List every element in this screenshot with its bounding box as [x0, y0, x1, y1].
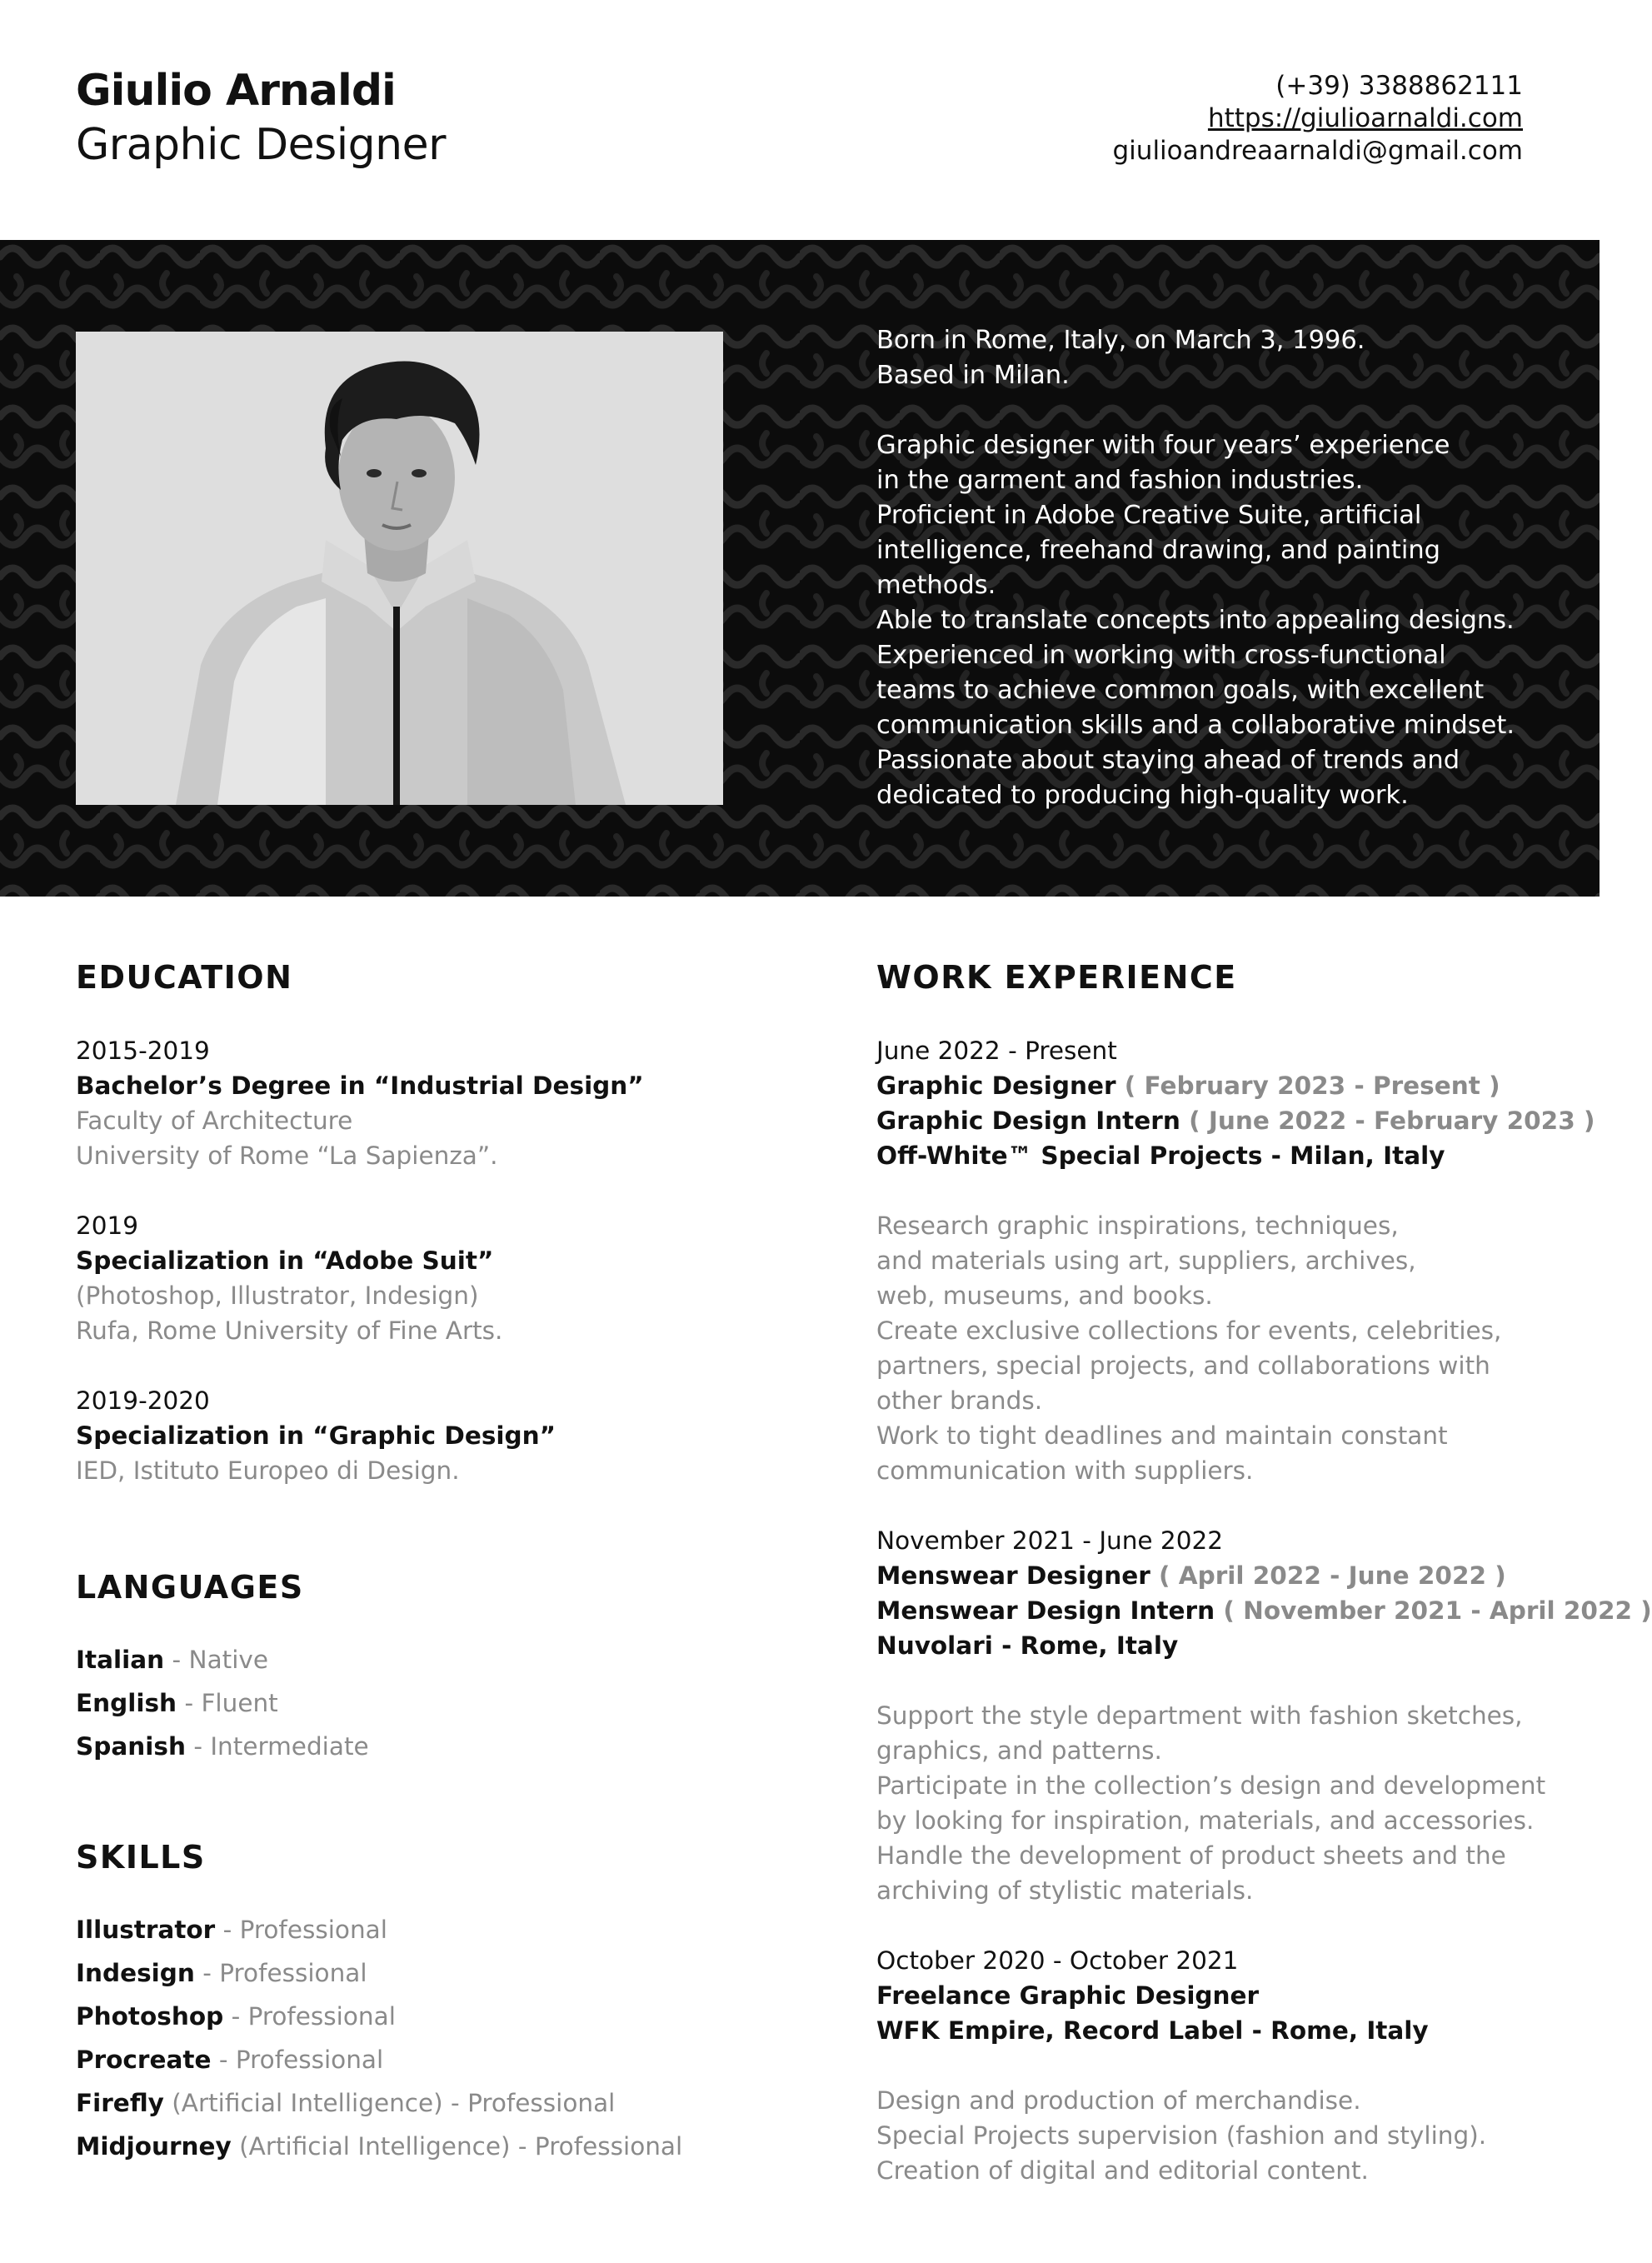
skill-level: - Professional [194, 1959, 367, 1987]
role-title: Freelance Graphic Designer [876, 1981, 1260, 2010]
skill-item [76, 2081, 826, 2125]
work-heading: WORK EXPERIENCE [876, 959, 1237, 996]
portrait-illustration [76, 332, 723, 805]
bio-line: in the garment and fashion industries. [876, 466, 1364, 495]
bio-line: Born in Rome, Italy, on March 3, 1996. [876, 326, 1365, 355]
job-period: October 2020 - October 2021 [876, 1946, 1239, 1975]
language-level: - Fluent [177, 1689, 278, 1717]
language-name: English [76, 1689, 177, 1717]
resume-header [0, 0, 1600, 240]
skill-level: (Artificial Intelligence) - Professional [231, 2132, 683, 2161]
bio-line: Proficient in Adobe Creative Suite, artificial [876, 501, 1422, 530]
bio-line: Based in Milan. [876, 361, 1070, 390]
job-period: June 2022 - Present [876, 1037, 1117, 1065]
skill-item [76, 1908, 826, 1951]
skill-level: - Professional [211, 2046, 384, 2074]
skill-level: - Professional [223, 2002, 396, 2031]
language-item [76, 1725, 826, 1768]
job-description-line: Creation of digital and editorial content. [876, 2156, 1369, 2185]
education-item [76, 1033, 826, 1173]
job-role [876, 1103, 1595, 1138]
job-role [876, 1593, 1652, 1628]
education-heading: EDUCATION [76, 959, 293, 996]
job-description-line: communication with suppliers. [876, 1456, 1254, 1485]
portrait-photo [76, 332, 723, 805]
job-description-line: Create exclusive collections for events, celebrities, [876, 1316, 1502, 1345]
languages-list [76, 1638, 826, 1768]
job-description-line: by looking for inspiration, materials, and accessories. [876, 1806, 1535, 1835]
job-description-line: other brands. [876, 1386, 1043, 1415]
education-years: 2019-2020 [76, 1386, 210, 1415]
email-address[interactable]: giulioandreaarnaldi@gmail.com [1112, 136, 1523, 166]
job-company: WFK Empire, Record Label - Rome, Italy [876, 2016, 1429, 2045]
education-detail: Faculty of Architecture [76, 1107, 353, 1135]
bio-text [876, 323, 1535, 813]
education-degree: Specialization in “Adobe Suit” [76, 1246, 494, 1275]
job-role [876, 1558, 1560, 1593]
education-item [76, 1208, 826, 1348]
language-item [76, 1638, 826, 1681]
bio-line: Experienced in working with cross-functional [876, 641, 1446, 670]
job-entry [876, 1523, 1652, 1908]
bio-line: Passionate about staying ahead of trends and [876, 746, 1460, 775]
job-description-line: Work to tight deadlines and maintain constant [876, 1421, 1448, 1450]
skill-name: Procreate [76, 2046, 212, 2074]
skill-name: Indesign [76, 1959, 195, 1987]
job-entry [876, 1033, 1595, 1488]
job-period: November 2021 - June 2022 [876, 1526, 1224, 1555]
bio-line: Able to translate concepts into appealing designs. [876, 606, 1515, 635]
profile-band [0, 240, 1600, 897]
language-level: - Native [164, 1646, 269, 1674]
education-degree: Bachelor’s Degree in “Industrial Design” [76, 1072, 644, 1100]
language-name: Spanish [76, 1732, 186, 1761]
right-column [876, 958, 1652, 2188]
skill-name: Firefly [76, 2089, 164, 2117]
bio-line: intelligence, freehand drawing, and painting [876, 536, 1441, 565]
job-description-line: Handle the development of product sheets and the [876, 1841, 1506, 1870]
contact-block [1113, 70, 1524, 167]
bio-line: teams to achieve common goals, with excellent [876, 676, 1485, 705]
skill-item [76, 1951, 826, 1995]
job-description-line: Research graphic inspirations, techniques, [876, 1211, 1399, 1240]
job-description-line: partners, special projects, and collaborations with [876, 1351, 1490, 1380]
skill-name: Photoshop [76, 2002, 224, 2031]
languages-heading: LANGUAGES [76, 1569, 304, 1606]
education-years: 2019 [76, 1211, 139, 1240]
job-description-line: Special Projects supervision (fashion and styling). [876, 2121, 1487, 2150]
skill-name: Illustrator [76, 1916, 216, 1944]
bio-paragraph-2 [876, 428, 1535, 813]
role-dates: ( February 2023 - Present ) [1115, 1072, 1500, 1100]
role-dates: ( November 2021 - April 2022 ) [1215, 1596, 1652, 1625]
job-description-line: Support the style department with fashion sketches, [876, 1701, 1523, 1730]
phone-number[interactable]: (+39) 3388862111 [1275, 71, 1523, 101]
bio-line: methods. [876, 571, 996, 600]
education-detail: (Photoshop, Illustrator, Indesign) [76, 1281, 479, 1310]
skill-level: (Artificial Intelligence) - Professional [163, 2089, 616, 2117]
job-title: Graphic Designer [76, 120, 446, 170]
person-name: Giulio Arnaldi [76, 66, 396, 116]
job-description-line: web, museums, and books. [876, 1281, 1213, 1310]
website-link[interactable]: https://giulioarnaldi.com [1207, 103, 1523, 133]
job-role [876, 1978, 1560, 2013]
language-item [76, 1681, 826, 1725]
role-dates: ( April 2022 - June 2022 ) [1150, 1561, 1506, 1590]
job-description-line: archiving of stylistic materials. [876, 1876, 1254, 1905]
education-detail: University of Rome “La Sapienza”. [76, 1141, 498, 1170]
education-detail: IED, Istituto Europeo di Design. [76, 1456, 460, 1485]
skill-item [76, 2125, 826, 2168]
job-company: Nuvolari - Rome, Italy [876, 1631, 1179, 1660]
skill-name: Midjourney [76, 2132, 232, 2161]
bio-line: Graphic designer with four years’ experience [876, 431, 1450, 460]
bio-line: communication skills and a collaborative mindset. [876, 711, 1515, 740]
job-description-line: Design and production of merchandise. [876, 2086, 1361, 2115]
role-title: Menswear Design Intern [876, 1596, 1215, 1625]
left-column [76, 958, 826, 2168]
skill-level: - Professional [215, 1916, 387, 1944]
role-dates: ( June 2022 - February 2023 ) [1180, 1107, 1595, 1135]
job-company: Off-White™ Special Projects - Milan, Italy [876, 1141, 1445, 1170]
education-detail: Rufa, Rome University of Fine Arts. [76, 1316, 503, 1345]
bio-paragraph-1 [876, 323, 1535, 393]
language-level: - Intermediate [185, 1732, 369, 1761]
bio-line: dedicated to producing high-quality work. [876, 781, 1409, 810]
job-description-line: Participate in the collection’s design and development [876, 1771, 1546, 1800]
skills-heading: SKILLS [76, 1839, 206, 1876]
job-description-line: and materials using art, suppliers, archives, [876, 1246, 1416, 1275]
education-years: 2015-2019 [76, 1037, 210, 1065]
skill-item [76, 1995, 826, 2038]
language-name: Italian [76, 1646, 165, 1674]
job-role [876, 1068, 1560, 1103]
job-entry [876, 1943, 1560, 2188]
skills-list [76, 1908, 826, 2168]
education-degree: Specialization in “Graphic Design” [76, 1421, 556, 1450]
role-title: Menswear Designer [876, 1561, 1150, 1590]
role-title: Graphic Designer [876, 1072, 1116, 1100]
role-title: Graphic Design Intern [876, 1107, 1180, 1135]
skill-item [76, 2038, 826, 2081]
education-item [76, 1383, 826, 1488]
job-description-line: graphics, and patterns. [876, 1736, 1162, 1765]
